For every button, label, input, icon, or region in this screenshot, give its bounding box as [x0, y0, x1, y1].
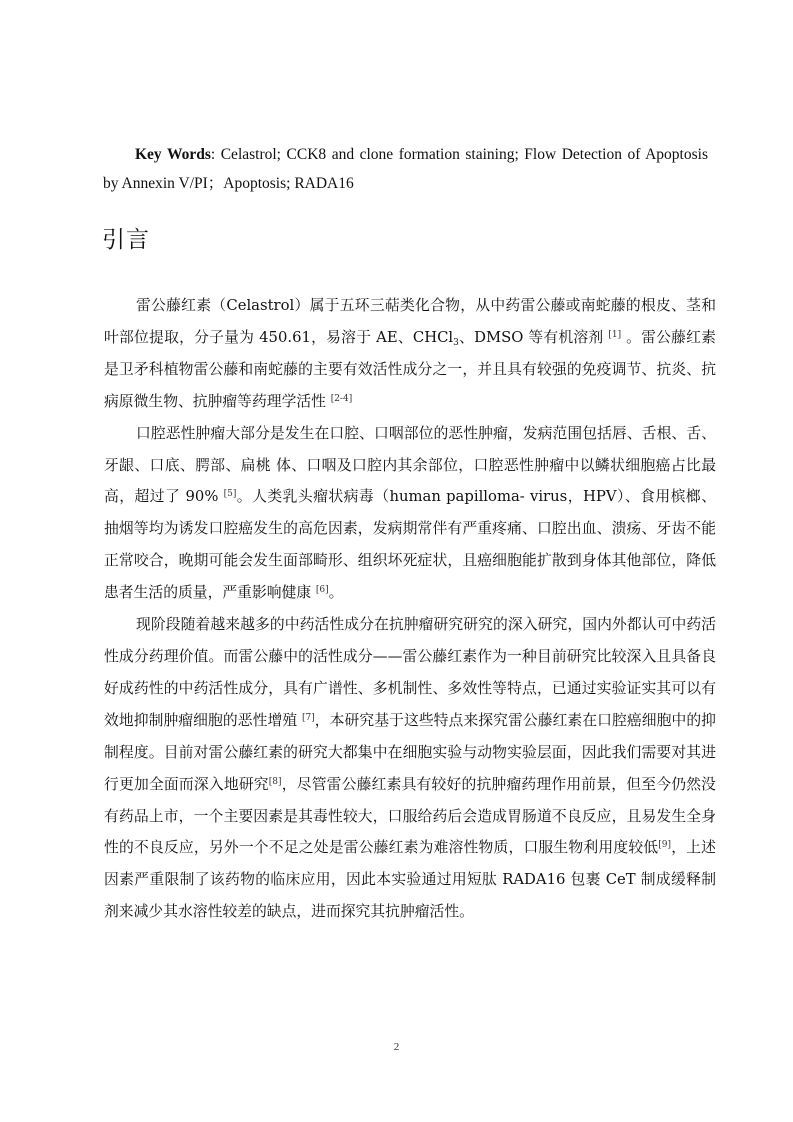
citation-ref: [2-4] — [330, 393, 353, 404]
paragraph-text: ，本研究基于这些特点来探究雷公藤红素在口腔癌细胞中的抑制程度。目前对雷公藤红素的研究大都集中在细胞实验与动物实验层面，因此我们需要对其进行更加全面而深入地研究 — [104, 711, 716, 793]
subscript: 3 — [453, 337, 459, 348]
paragraph-text: 现阶段随着越来越多的中药活性成分在抗肿瘤研究研究的深入研究，国内外都认可中药活性成分药理价值。而雷公藤中的活性成分——雷公藤红素作为一种目前研究比较深入且具备良好成药性的中药活性成分，具有广谱性、多机制性、多效性等特点，已通过实验证实其可以有效地抑制肿瘤细胞的恶性增殖 — [104, 616, 716, 729]
paragraph-text: ，上述因素严重限制了该药物的临床应用，因此本实验通过用短肽 RADA16 包裹 CeT 制成缓释制剂来减少其水溶性较差的缺点，进而探究其抗肿瘤活性。 — [104, 839, 716, 921]
citation-ref: [1] — [608, 329, 622, 340]
body-text — [104, 290, 716, 928]
keywords-label: Key Words — [135, 146, 211, 163]
citation-ref: [7] — [301, 712, 315, 723]
paragraph-3 — [104, 609, 716, 928]
keywords-paragraph — [103, 140, 708, 198]
paragraph-text: ，尽管雷公藤红素具有较好的抗肿瘤药理作用前景，但至今仍然没有药品上市，一个主要因素是其毒性较大，口服给药后会造成胃肠道不良反应，且易发生全身性的不良反应，另外一个不足之处是雷公藤红素为难溶性物质，口服生物利用度较低 — [104, 775, 716, 857]
citation-ref: [8] — [268, 776, 282, 787]
paragraph-text: 。 — [328, 584, 344, 602]
keywords-text: : Celastrol; CCK8 and clone formation staining; Flow Detection of Apoptosis by Annexin V/PI；Apoptosis; RADA16 — [103, 146, 708, 192]
paragraph-text: 。人类乳头瘤状病毒（human papilloma- virus，HPV）、食用槟榔、抽烟等均为诱发口腔癌发生的高危因素，发病期常伴有严重疼痛、口腔出血、溃疡、牙齿不能正常咬合，晚期可能会发生面部畸形、组织坏死症状，且癌细胞能扩散到身体其他部位，降低患者生活的质量，严重影响健康 — [104, 488, 716, 602]
citation-ref: [9] — [658, 840, 672, 851]
paragraph-text: 、DMSO 等有机溶剂 — [458, 328, 604, 346]
paragraph-text: 口腔恶性肿瘤大部分是发生在口腔、口咽部位的恶性肿瘤，发病范围包括唇、舌根、舌、牙龈、口底、腭部、扁桃 体、口咽及口腔内其余部位，口腔恶性肿瘤中以鳞状细胞癌占比最高，超过了 90% — [104, 424, 716, 506]
citation-ref: [6] — [315, 585, 329, 596]
paragraph-2 — [104, 418, 716, 609]
section-title: 引言 — [102, 227, 150, 253]
paragraph-text: 。雷公藤红素是卫矛科植物雷公藤和南蛇藤的主要有效活性成分之一，并且具有较强的免疫调节、抗炎、抗病原微生物、抗肿瘤等药理学活性 — [104, 328, 716, 410]
page-number: 2 — [393, 1041, 400, 1053]
paragraph-1 — [104, 290, 716, 418]
paragraph-text: 雷公藤红素（Celastrol）属于五环三萜类化合物，从中药雷公藤或南蛇藤的根皮、茎和叶部位提取，分子量为 450.61，易溶于 AE、CHCl — [104, 297, 716, 346]
citation-ref: [5] — [223, 489, 237, 500]
